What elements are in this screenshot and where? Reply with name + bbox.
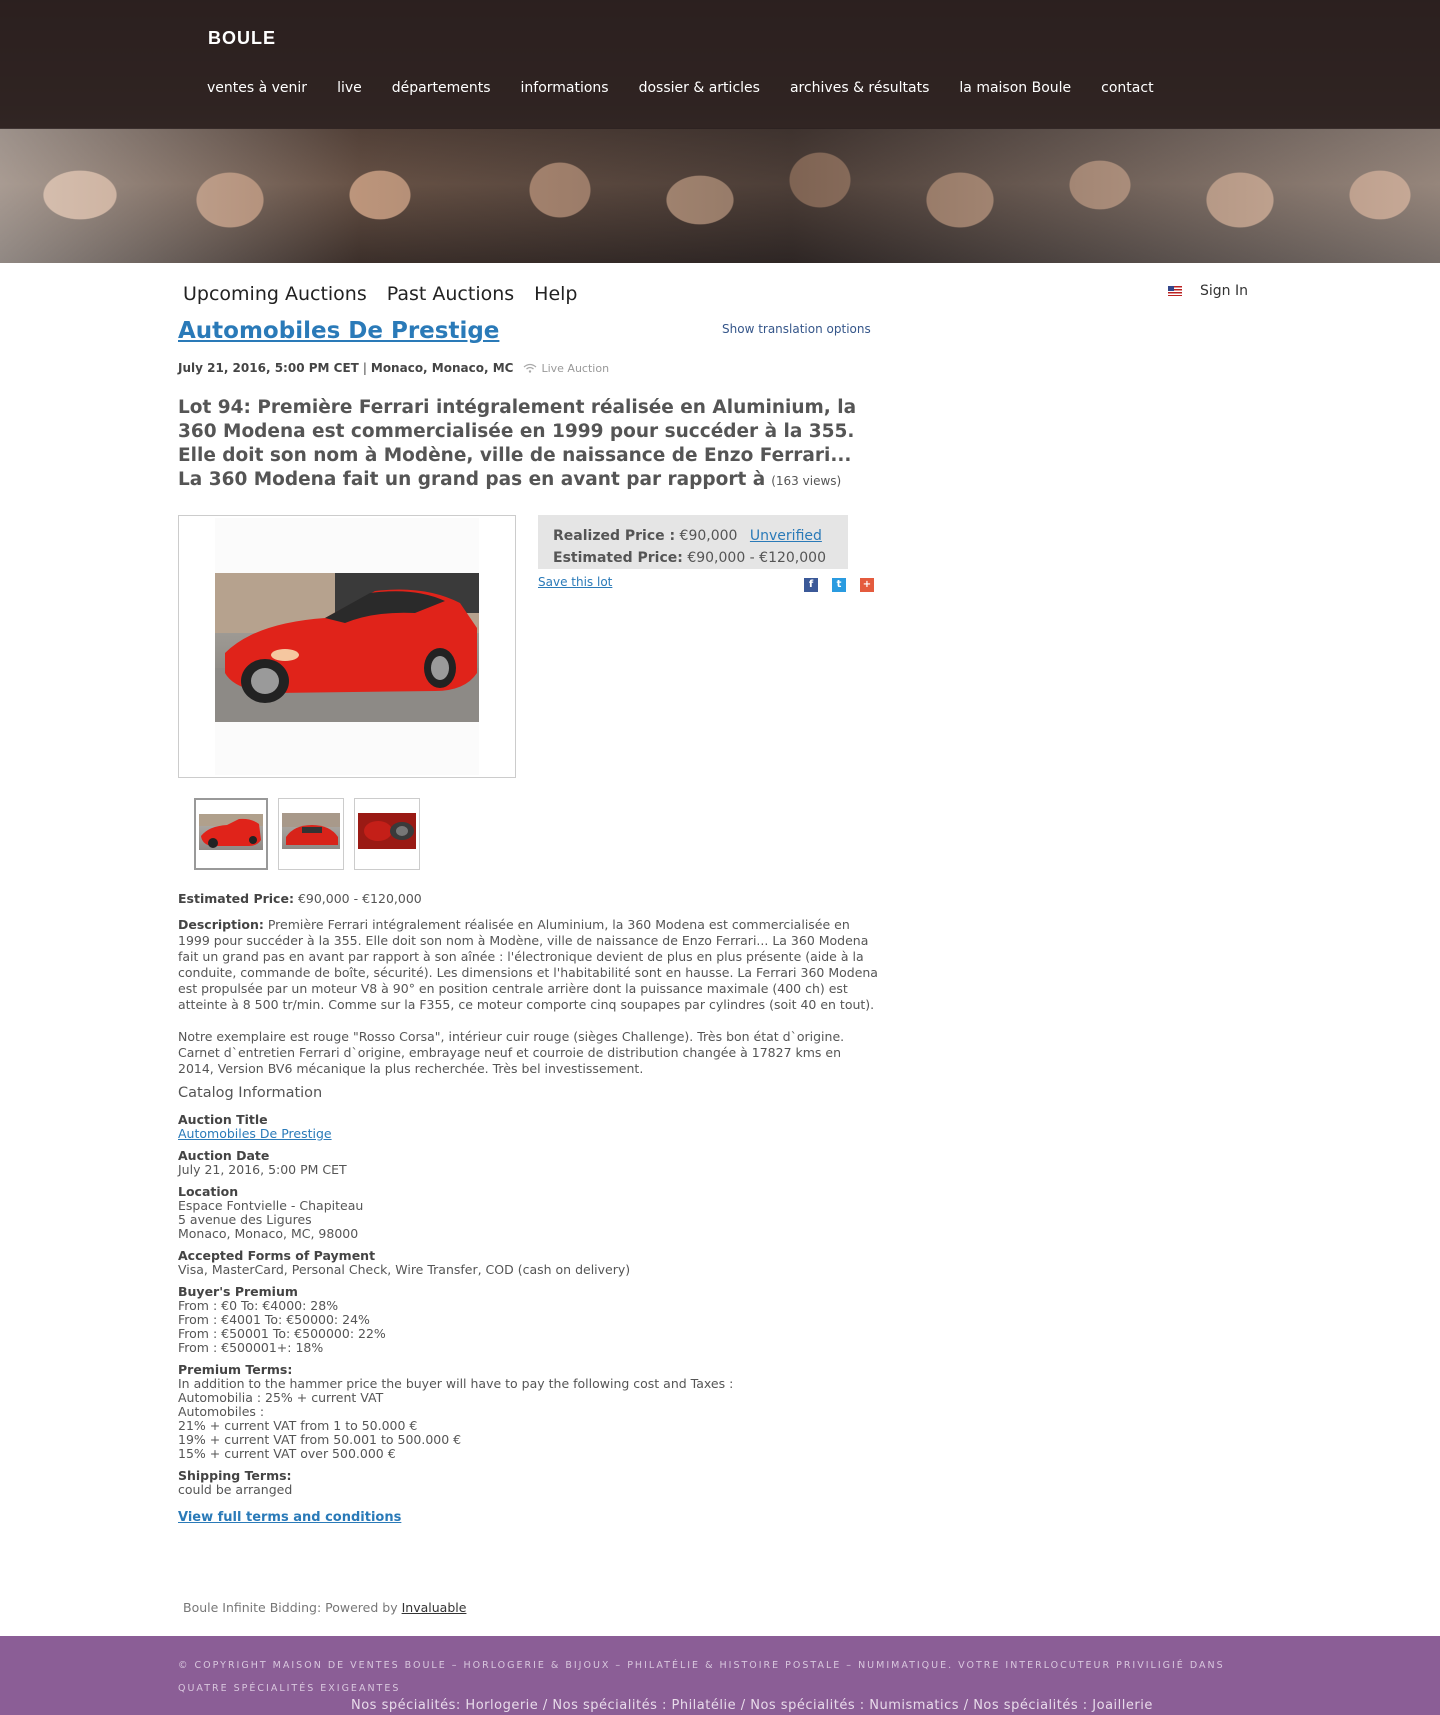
details-estimate (178, 891, 878, 907)
nav-departements[interactable]: départements (391, 80, 491, 96)
wifi-icon (523, 363, 537, 373)
nav-dossier-articles[interactable]: dossier & articles (638, 80, 760, 96)
catalog-payment-label: Accepted Forms of Payment (178, 1248, 376, 1263)
price-box (538, 515, 848, 569)
catalog-payment-value: Visa, MasterCard, Personal Check, Wire Transfer, COD (cash on delivery) (178, 1262, 631, 1277)
share-buttons (804, 578, 874, 592)
premium-line: From : €4001 To: €50000: 24% (178, 1312, 370, 1327)
unverified-link[interactable]: Unverified (749, 528, 822, 544)
brand-logo[interactable]: BOULE (208, 28, 276, 48)
view-full-terms-link[interactable]: View full terms and conditions (178, 1510, 402, 1525)
catalog-premium-terms (178, 1363, 878, 1461)
thumbnail-2[interactable] (278, 798, 344, 870)
premium-line: From : €0 To: €4000: 28% (178, 1298, 339, 1313)
facebook-icon[interactable]: f (804, 578, 818, 592)
site-footer (0, 1636, 1440, 1715)
footer-specialties[interactable]: Nos spécialités: Horlogerie / Nos spécialités : Philatélie / Nos spécialités : Numismatics / Nos spécialités : Joaillerie (351, 1698, 1153, 1713)
catalog-auction-title-link[interactable]: Automobiles De Prestige (178, 1126, 332, 1141)
lot-details (178, 891, 878, 1526)
save-lot-link[interactable]: Save this lot (538, 575, 613, 589)
auction-meta (178, 361, 609, 375)
details-estimate-label: Estimated Price: (178, 891, 294, 906)
share-plus-icon[interactable]: + (860, 578, 874, 592)
subnav-upcoming-auctions[interactable]: Upcoming Auctions (183, 283, 367, 305)
live-auction-label: Live Auction (541, 361, 610, 375)
thumbnail-2-image (282, 813, 340, 849)
realized-price-row (553, 525, 833, 547)
premium-terms-line: 21% + current VAT from 1 to 50.000 € (178, 1418, 418, 1433)
account-area (1168, 283, 1248, 299)
car-illustration (215, 573, 479, 722)
nav-ventes-a-venir[interactable]: ventes à venir (207, 80, 308, 96)
terms-link-wrap (178, 1509, 878, 1526)
lot-title (178, 396, 878, 493)
catalog-buyers-premium (178, 1285, 878, 1355)
lot-main (178, 318, 878, 1525)
premium-line: From : €50001 To: €500000: 22% (178, 1326, 386, 1341)
us-flag-icon[interactable] (1168, 286, 1182, 296)
location-line: 5 avenue des Ligures (178, 1212, 312, 1227)
twitter-icon[interactable]: t (832, 578, 846, 592)
premium-line: From : €500001+: 18% (178, 1340, 324, 1355)
powered-by (183, 1600, 466, 1615)
thumbnail-1-image (199, 814, 263, 850)
thumbnail-3-image (358, 813, 416, 849)
estimated-price-value: €90,000 - €120,000 (687, 550, 826, 566)
location-line: Espace Fontvielle - Chapiteau (178, 1198, 364, 1213)
catalog-auction-date-label: Auction Date (178, 1148, 270, 1163)
meta-separator: | (362, 361, 367, 375)
live-auction-badge (523, 362, 609, 375)
premium-terms-line: In addition to the hammer price the buyer will have to pay the following cost and Taxes : (178, 1376, 734, 1391)
catalog-auction-date (178, 1149, 878, 1177)
main-lot-image[interactable] (178, 515, 516, 778)
thumbnail-strip (194, 798, 420, 870)
catalog-heading: Catalog Information (178, 1085, 323, 1101)
lot-title-text: Lot 94: Première Ferrari intégralement réalisée en Aluminium, la 360 Modena est commercialisée en 1999 pour succéder à la 355. Elle doit son nom à Modène, ville de naissance de Enzo Ferrari... La 360 Modena fait un grand pas en avant par rapport à (178, 397, 857, 490)
lot-description (178, 917, 878, 1013)
lot-description-2: Notre exemplaire est rouge "Rosso Corsa", intérieur cuir rouge (sièges Challenge). Très bon état d`origine. Carnet d`entretien Ferrari d`origine, embrayage neuf et courroie de distribution changée à 17827 kms en 2014, Version BV6 mécanique la plus recherchée. Très bel investissement. (178, 1029, 845, 1076)
nav-live[interactable]: live (337, 80, 362, 96)
subnav-help[interactable]: Help (534, 283, 578, 305)
premium-terms-line: Automobiles : (178, 1404, 265, 1419)
nav-la-maison-boule[interactable]: la maison Boule (959, 80, 1072, 96)
catalog-shipping-value: could be arranged (178, 1482, 293, 1497)
premium-terms-line: 19% + current VAT from 50.001 to 500.000 € (178, 1432, 462, 1447)
nav-contact[interactable]: contact (1101, 80, 1154, 96)
subnav-past-auctions[interactable]: Past Auctions (386, 283, 515, 305)
ferrari-photo (215, 573, 479, 722)
catalog-premium-label: Buyer's Premium (178, 1284, 298, 1299)
auction-date: July 21, 2016, 5:00 PM CET (178, 361, 359, 375)
catalog-auction-date-value: July 21, 2016, 5:00 PM CET (178, 1162, 347, 1177)
nav-archives-resultats[interactable]: archives & résultats (789, 80, 930, 96)
hero-photo-crowd (0, 128, 1440, 263)
catalog-auction-title-label: Auction Title (178, 1112, 268, 1127)
catalog-shipping-label: Shipping Terms: (178, 1468, 292, 1483)
auction-title-link[interactable]: Automobiles De Prestige (178, 318, 500, 344)
auction-location: Monaco, Monaco, MC (370, 361, 514, 375)
description-label: Description: (178, 917, 264, 932)
catalog-payment (178, 1249, 878, 1277)
sign-in-link[interactable]: Sign In (1200, 283, 1248, 299)
powered-by-text: Boule Infinite Bidding: Powered by (183, 1600, 398, 1615)
realized-price-label: Realized Price : (553, 528, 676, 544)
translation-options-link[interactable]: Show translation options (722, 322, 871, 336)
estimated-price-row (553, 547, 833, 569)
footer-copyright: © COPYRIGHT MAISON DE VENTES BOULE – HORLOGERIE & BIJOUX – PHILATÉLIE & HISTOIRE POSTALE – NUMIMATIQUE. VOTRE INTERLOCUTEUR PRIVILIGIÉ DANS QUATRE SPÉCIALITÉS EXIGEANTES (178, 1660, 1225, 1694)
premium-terms-line: Automobilia : 25% + current VAT (178, 1390, 384, 1405)
premium-terms-line: 15% + current VAT over 500.000 € (178, 1446, 396, 1461)
header-bar (0, 0, 1440, 129)
invaluable-link[interactable]: Invaluable (401, 1600, 467, 1615)
catalog-premium-terms-label: Premium Terms: (178, 1362, 293, 1377)
auction-subnav (183, 283, 578, 305)
location-line: Monaco, Monaco, MC, 98000 (178, 1226, 359, 1241)
description-text: Première Ferrari intégralement réalisée en Aluminium, la 360 Modena est commercialisée en 1999 pour succéder à la 355. Elle doit son nom à Modène, ville de naissance de Enzo Ferrari... La 360 Modena fait un grand pas en avant par rapport à son aînée : l'électronique devient de plus en plus présente (aide à la conduite, commande de boîte, sécurité). Les dimensions et l'habitabilité sont en hausse. La Ferrari 360 Modena est propulsée par un moteur V8 à 90° en position centrale arrière dont la puissance maximale (400 ch) est atteinte à 8 500 tr/min. Comme sur la F355, ce moteur comporte cinq soupapes par cylindres (soit 40 en tout). (178, 917, 878, 1012)
main-nav (207, 80, 1154, 96)
catalog-shipping (178, 1469, 878, 1497)
catalog-location (178, 1185, 878, 1241)
catalog-auction-title (178, 1113, 878, 1141)
details-estimate-value: €90,000 - €120,000 (297, 891, 422, 906)
view-count: (163 views) (771, 474, 842, 488)
hero-banner (0, 0, 1440, 263)
thumbnail-3[interactable] (354, 798, 420, 870)
realized-price-value: €90,000 (679, 528, 738, 544)
estimated-price-label: Estimated Price: (553, 550, 683, 566)
nav-informations[interactable]: informations (520, 80, 609, 96)
catalog-location-label: Location (178, 1184, 239, 1199)
thumbnail-1[interactable] (194, 798, 268, 870)
